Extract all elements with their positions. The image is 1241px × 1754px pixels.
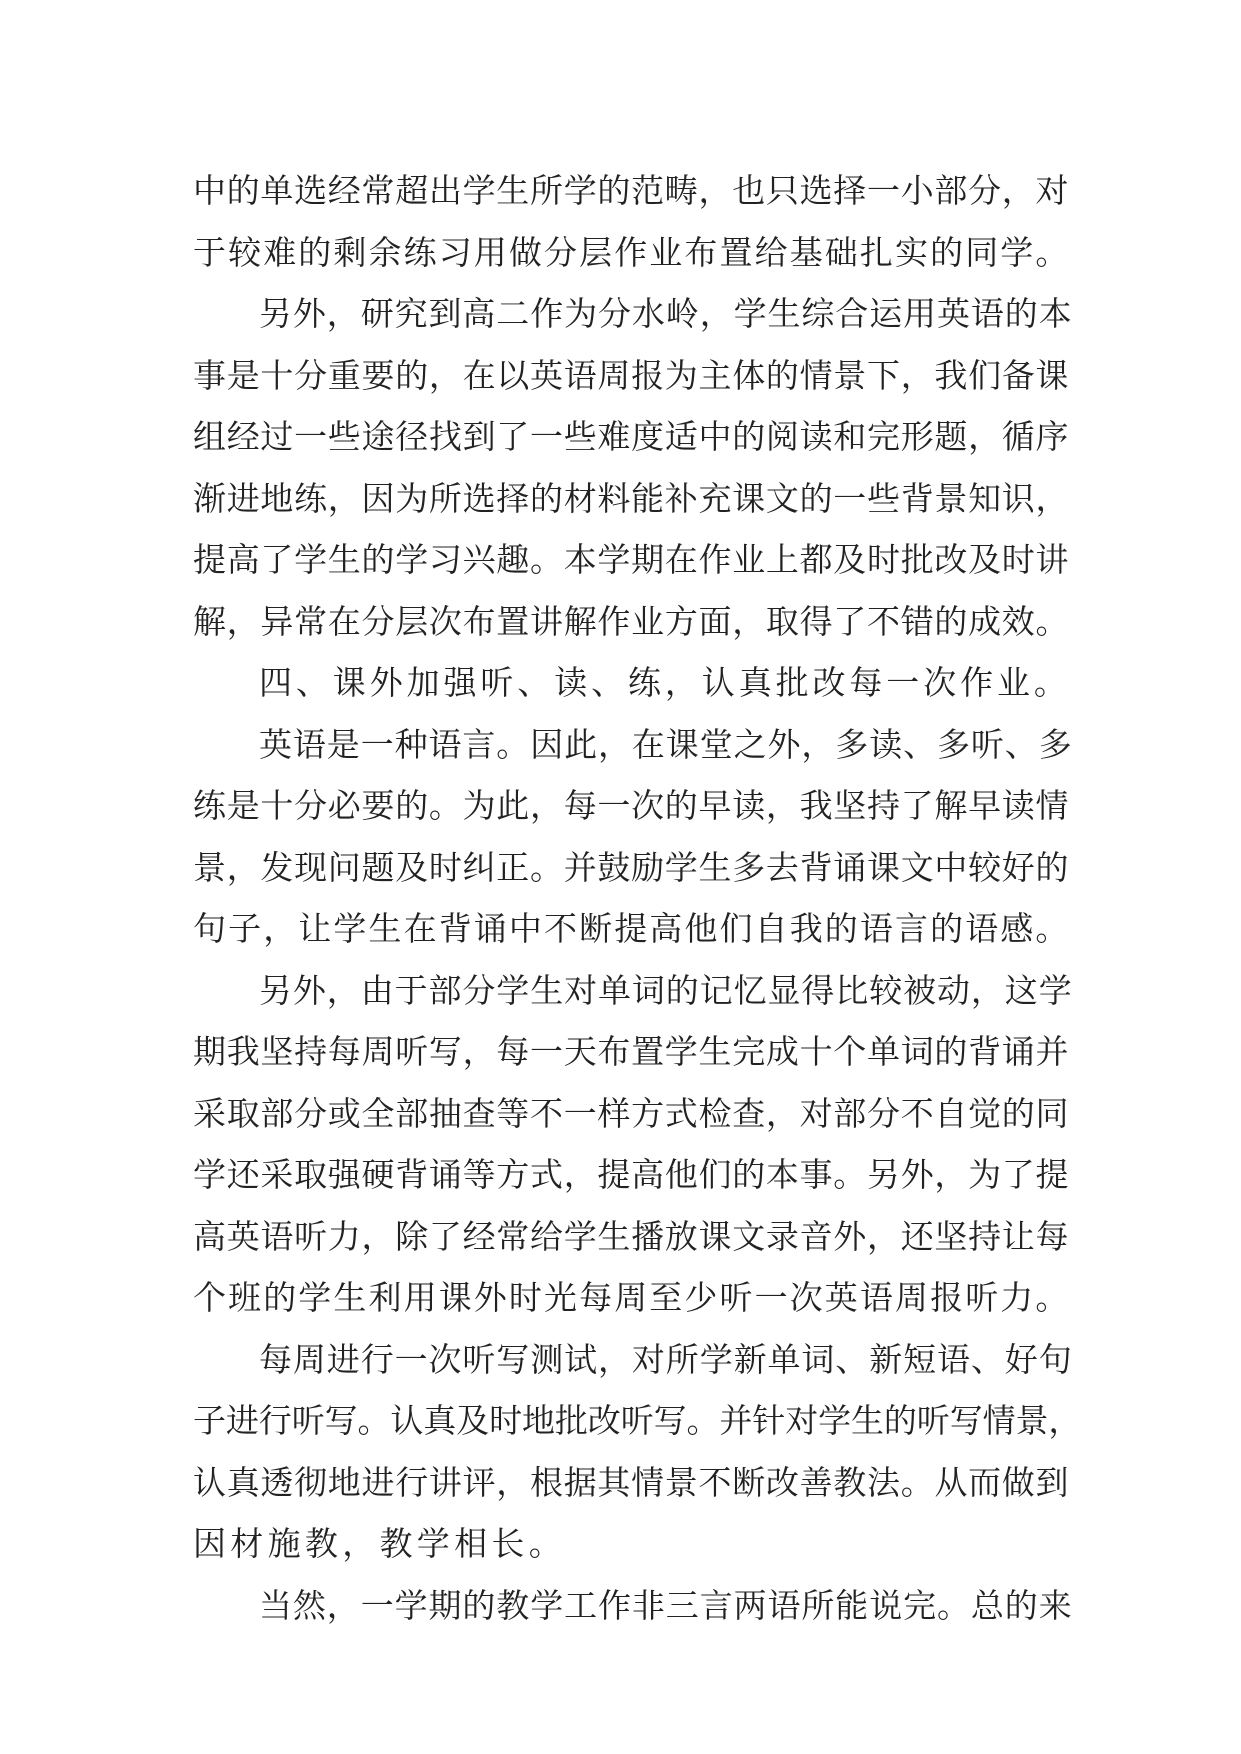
text-line: 中的单选经常超出学生所学的范畴，也只选择一小部分，对: [193, 171, 1070, 210]
text-line: 另外，由于部分学生对单词的记忆显得比较被动，这学: [259, 970, 1073, 1010]
text-line: 学还采取强硬背诵等方式，提高他们的本事。另外，为了提: [193, 1155, 1070, 1194]
text-line: 每周进行一次听写测试，对所学新单词、新短语、好句: [259, 1339, 1073, 1379]
body-text: [193, 160, 1082, 1636]
text-line: 高英语听力，除了经常给学生播放课文录音外，还坚持让每: [193, 1216, 1070, 1256]
text-line: 练是十分必要的。为此，每一次的早读，我坚持了解早读情: [193, 786, 1070, 825]
text-line: 因材施教，教学相长。: [193, 1524, 566, 1563]
text-line: 事是十分重要的，在以英语周报为主体的情景下，我们备课: [193, 355, 1070, 395]
text-line: 认真透彻地进行讲评，根据其情景不断改善教法。从而做到: [193, 1462, 1070, 1502]
text-line: 子进行听写。认真及时地批改听写。并针对学生的听写情景，: [193, 1401, 1082, 1440]
text-line: 个班的学生利用课外时光每周至少听一次英语周报听力。: [193, 1278, 1071, 1317]
text-line: 组经过一些途径找到了一些难度适中的阅读和完形题，循序: [193, 417, 1070, 456]
text-line: 提高了学生的学习兴趣。本学期在作业上都及时批改及时讲: [193, 540, 1070, 579]
text-line: 渐进地练，因为所选择的材料能补充课文的一些背景知识，: [193, 478, 1070, 518]
section-heading: 四、课外加强听、读、练，认真批改每一次作业。: [259, 663, 1071, 702]
text-line: 于较难的剩余练习用做分层作业布置给基础扎实的同学。: [193, 232, 1071, 272]
text-line: 解，异常在分层次布置讲解作业方面，取得了不错的成效。: [193, 601, 1070, 641]
text-line: 景，发现问题及时纠正。并鼓励学生多去背诵课文中较好的: [193, 847, 1070, 887]
text-line: 句子，让学生在背诵中不断提高他们自我的语言的语感。: [193, 909, 1071, 948]
text-line: 另外，研究到高二作为分水岭，学生综合运用英语的本: [259, 294, 1073, 333]
text-line: 当然，一学期的教学工作非三言两语所能说完。总的来: [259, 1585, 1073, 1625]
text-line: 英语是一种语言。因此，在课堂之外，多读、多听、多: [259, 724, 1073, 764]
text-line: 期我坚持每周听写，每一天布置学生完成十个单词的背诵并: [193, 1032, 1070, 1071]
text-line: 采取部分或全部抽查等不一样方式检查，对部分不自觉的同: [193, 1093, 1070, 1133]
